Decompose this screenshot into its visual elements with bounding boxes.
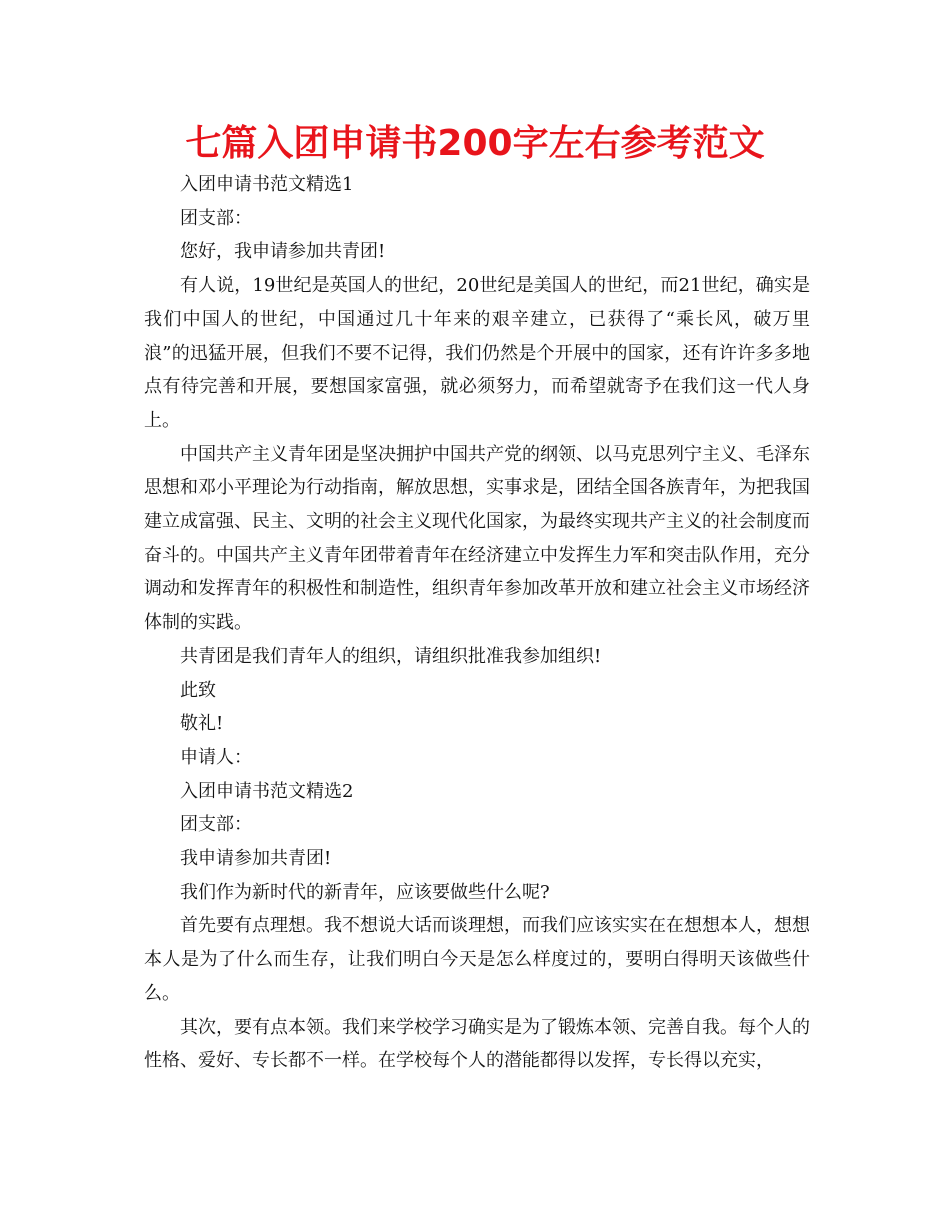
body-paragraph: 其次，要有点本领。我们来学校学习确实是为了锻炼本领、完善自我。每个人的性格、爱好、专长都不一样。在学校每个人的潜能都得以发挥，专长得以充实，	[144, 1016, 810, 1072]
document-body	[144, 168, 810, 1078]
closing-line: 此致	[180, 679, 216, 701]
salutation: 团支部：	[180, 207, 252, 229]
salutation: 团支部：	[180, 814, 252, 836]
greeting-line: 您好，我申请参加共青团!	[180, 241, 386, 263]
document-title: 七篇入团申请书200字左右参考范文	[185, 123, 765, 164]
applicant-line: 申请人：	[180, 746, 252, 768]
greeting-line: 我申请参加共青团!	[180, 848, 332, 870]
body-paragraph: 有人说，19世纪是英国人的世纪，20世纪是美国人的世纪，而21世纪，确实是我们中国人的世纪，中国通过几十年来的艰辛建立，已获得了“乘长风，破万里浪”的迅猛开展，但我们不要不记得，我们仍然是个开展中的国家，还有许许多多地点有待完善和开展，要想国家富强，就必须努力，而希望就寄予在我们这一代人身上。	[144, 275, 810, 431]
body-paragraph: 我们作为新时代的新青年，应该要做些什么呢?	[180, 881, 550, 903]
section-heading-1: 入团申请书范文精选1	[180, 174, 354, 195]
body-paragraph: 中国共产主义青年团是坚决拥护中国共产党的纲领、以马克思列宁主义、毛泽东思想和邓小平理论为行动指南，解放思想，实事求是，团结全国各族青年，为把我国建立成富强、民主、文明的社会主义现代化国家，为最终实现共产主义的社会制度而奋斗的。中国共产主义青年团带着青年在经济建立中发挥生力军和突击队作用，充分调动和发挥青年的积极性和制造性，组织青年参加改革开放和建立社会主义市场经济体制的实践。	[144, 443, 810, 634]
body-paragraph: 首先要有点理想。我不想说大话而谈理想，而我们应该实实在在想想本人，想想本人是为了什么而生存，让我们明白今天是怎么样度过的，要明白得明天该做些什么。	[144, 915, 810, 1004]
body-paragraph: 共青团是我们青年人的组织，请组织批准我参加组织!	[180, 645, 602, 667]
section-heading-2: 入团申请书范文精选2	[180, 780, 354, 802]
closing-line: 敬礼!	[180, 713, 224, 735]
